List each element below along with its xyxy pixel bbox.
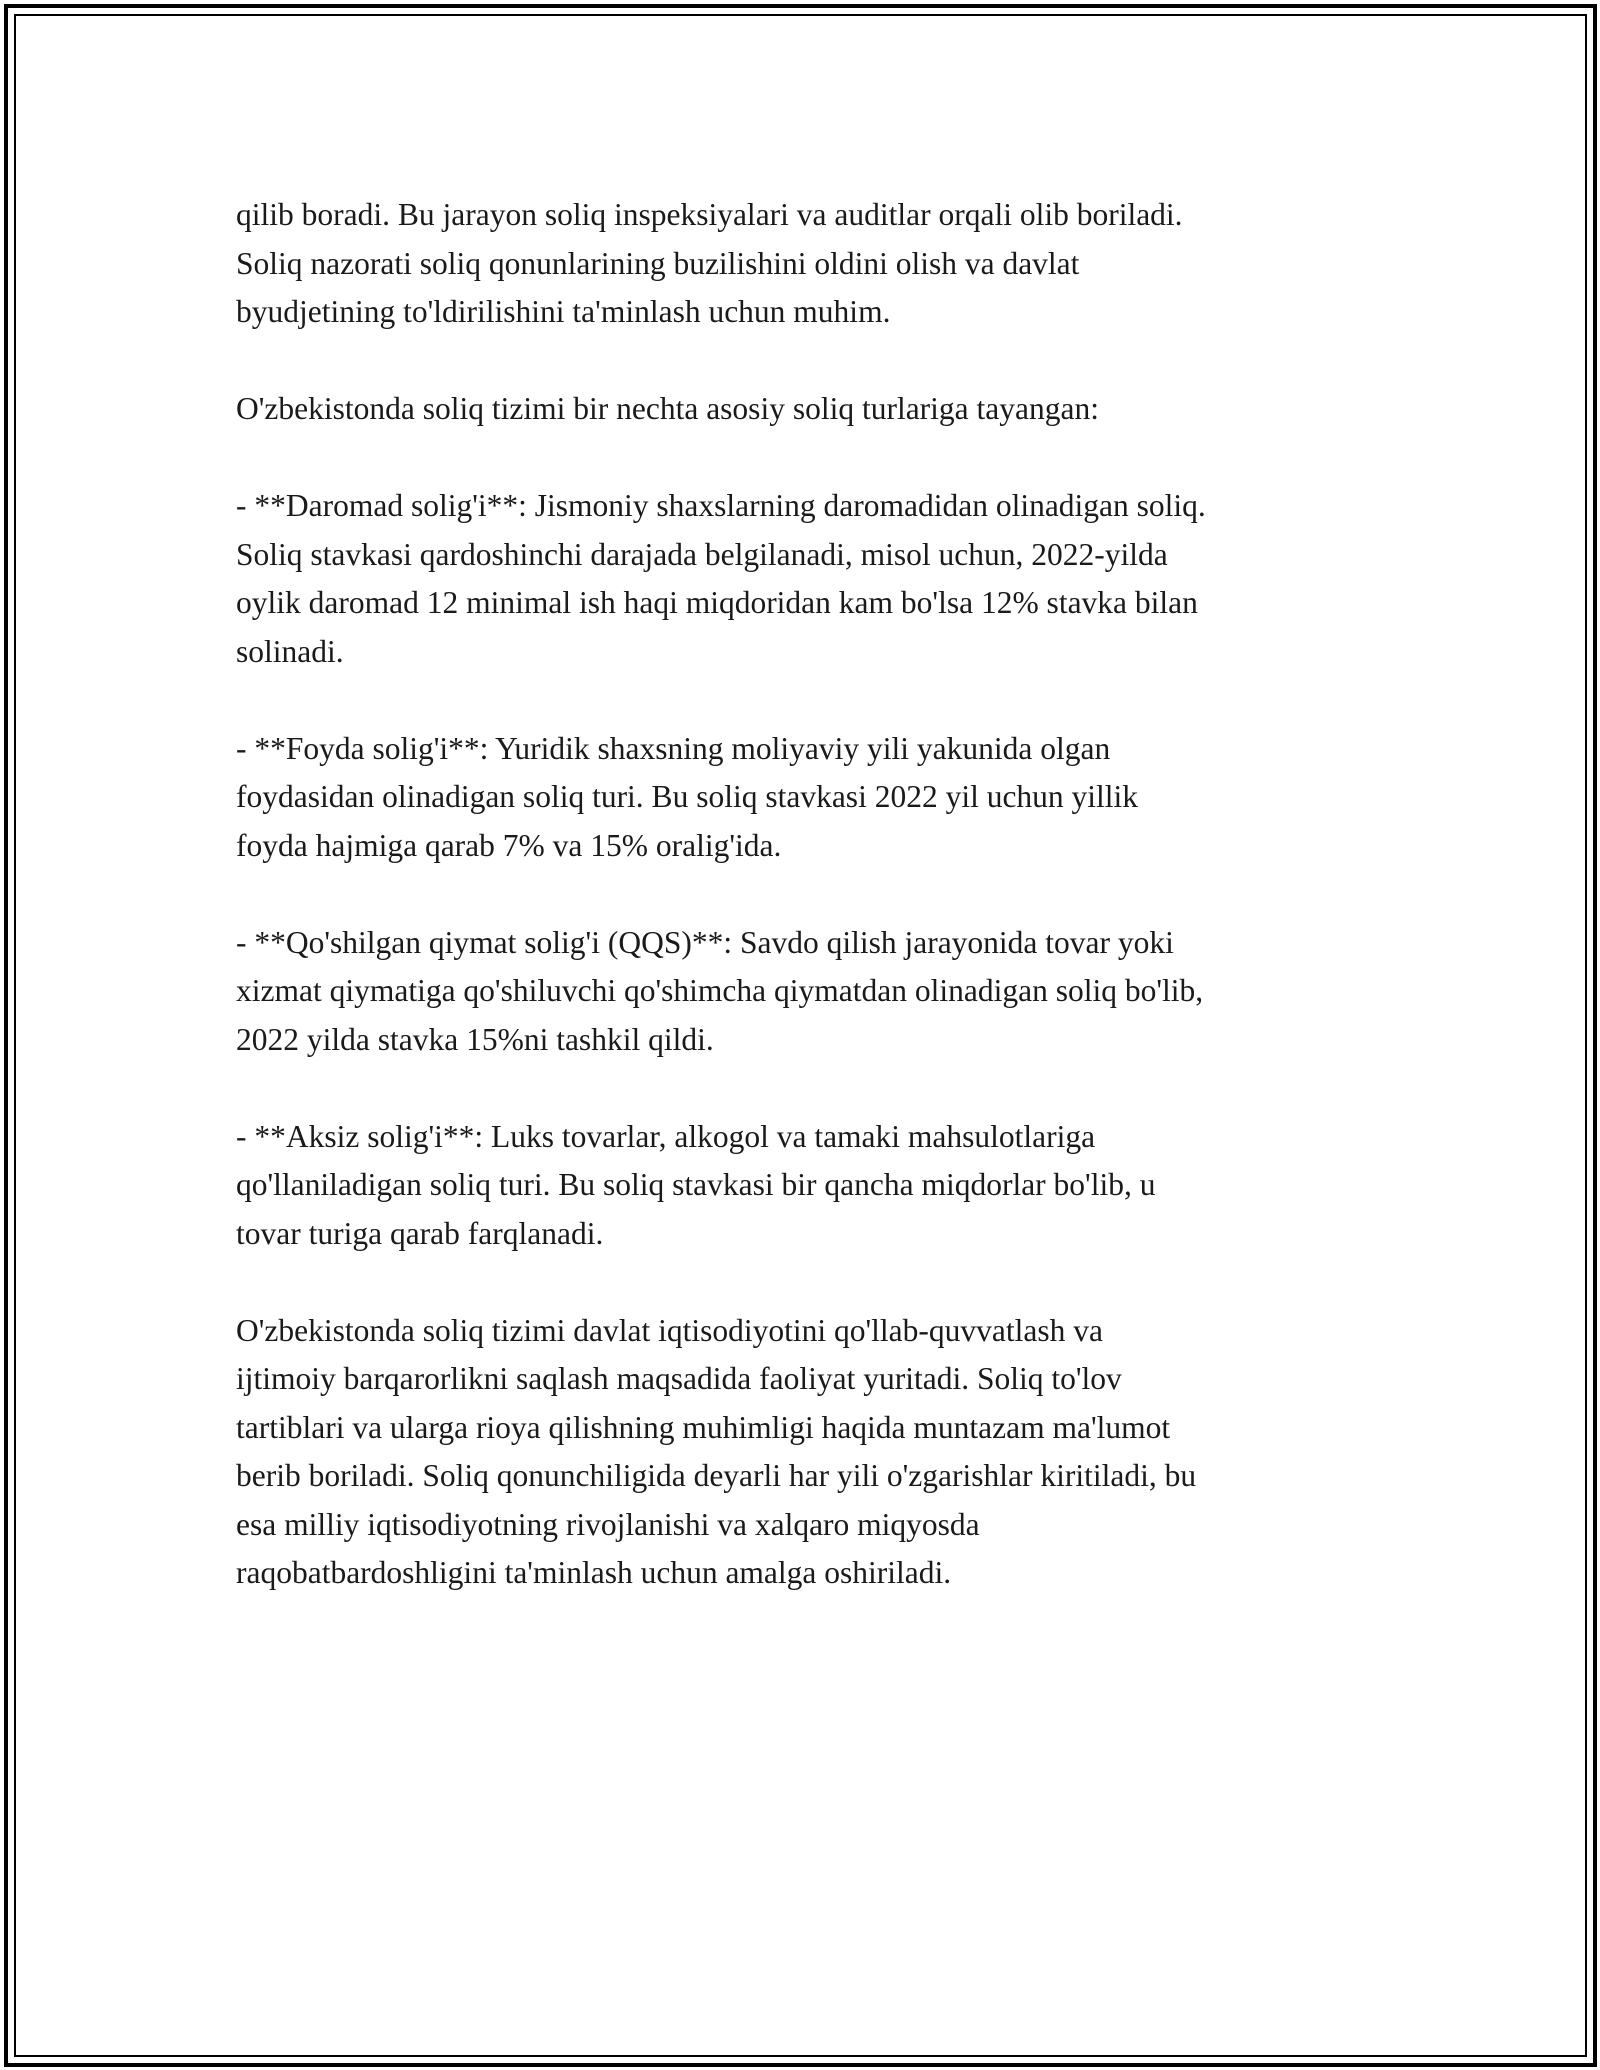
paragraph-spacer — [236, 434, 1396, 483]
paragraph-tax-types-intro: O'zbekistonda soliq tizimi bir nechta asosiy soliq turlariga tayangan: — [236, 391, 1099, 426]
document-body — [236, 191, 1396, 1598]
paragraph-spacer — [236, 676, 1396, 725]
list-item-excise-tax: - **Aksiz solig'i**: Luks tovarlar, alkogol va tamaki mahsulotlariga qo'llaniladigan soliq turi. Bu soliq stavkasi bir qancha miqdorlar bo'lib, u tovar turiga qarab farqlanadi. — [236, 1118, 1156, 1251]
paragraph-tax-control: qilib boradi. Bu jarayon soliq inspeksiyalari va auditlar orqali olib boriladi. Soliq nazorati soliq qonunlarining buzilishini oldini olish va davlat byudjetining to'ldirilishini ta'minlash uchun muhim. — [236, 197, 1183, 329]
paragraph-spacer — [236, 1258, 1396, 1307]
paragraph-conclusion: O'zbekistonda soliq tizimi davlat iqtisodiyotini qo'llab-quvvatlash va ijtimoiy barqarorlikni saqlash maqsadida faoliyat yuritadi. Soliq to'lov tartiblari va ularga rioya qilishning muhimligi haqida muntazam ma'lumot berib boriladi. Soliq qonunchiligida deyarli har yili o'zgarishlar kiritiladi, bu esa milliy iqtisodiyotning rivojlanishi va xalqaro miqyosda raqobatbardoshligini ta'minlash uchun amalga oshiriladi. — [236, 1312, 1197, 1590]
paragraph-spacer — [236, 870, 1396, 919]
paragraph-spacer — [236, 1064, 1396, 1113]
list-item-income-tax: - **Daromad solig'i**: Jismoniy shaxslarning daromadidan olinadigan soliq. Soliq stavkasi qardoshinchi darajada belgilanadi, misol uchun, 2022-yilda oylik daromad 12 minimal ish haqi miqdoridan kam bo'lsa 12% stavka bilan solinadi. — [236, 488, 1206, 669]
list-item-vat: - **Qo'shilgan qiymat solig'i (QQS)**: Savdo qilish jarayonida tovar yoki xizmat qiymatiga qo'shiluvchi qo'shimcha qiymatdan olinadigan soliq bo'lib, 2022 yilda stavka 15%ni tashkil qildi. — [236, 924, 1204, 1057]
list-item-profit-tax: - **Foyda solig'i**: Yuridik shaxsning moliyaviy yili yakunida olgan foydasidan olinadigan soliq turi. Bu soliq stavkasi 2022 yil uchun yillik foyda hajmiga qarab 7% va 15% oralig'ida. — [236, 730, 1139, 863]
paragraph-spacer — [236, 337, 1396, 386]
